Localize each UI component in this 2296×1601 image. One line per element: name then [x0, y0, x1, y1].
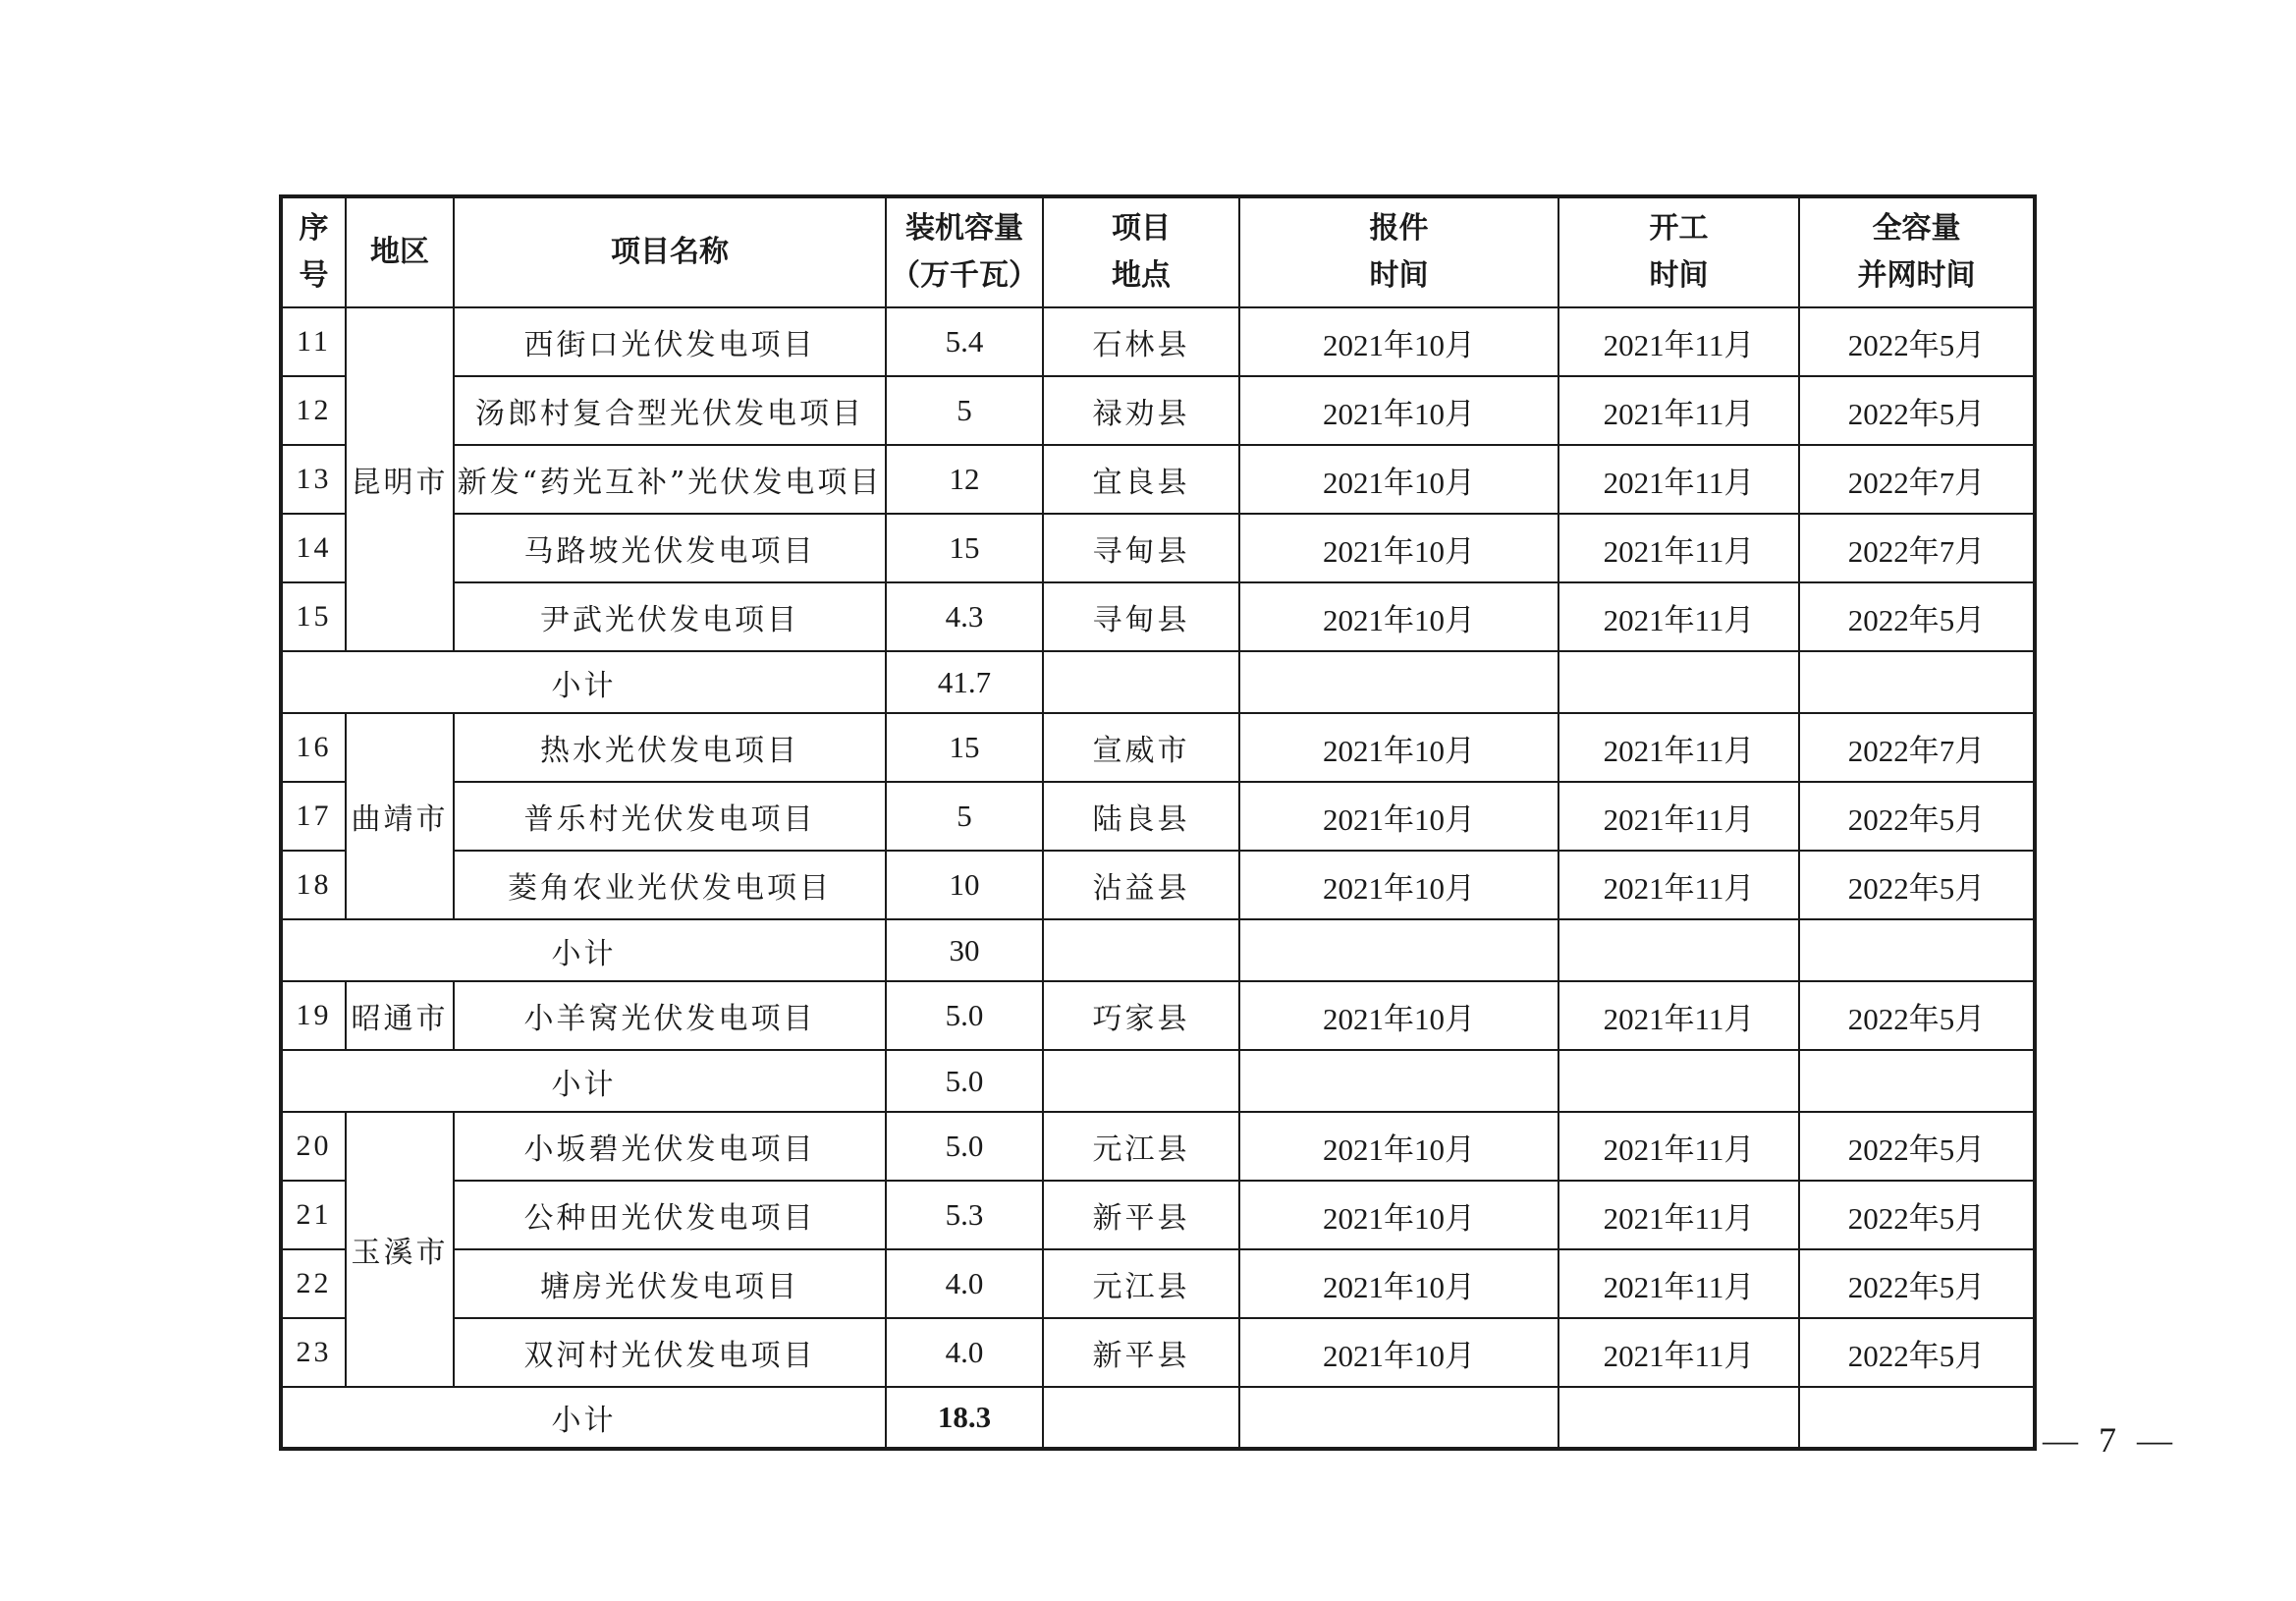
row-index: 16	[281, 713, 346, 782]
empty-cell	[1558, 1387, 1799, 1449]
header-index-line-2: 号	[299, 258, 329, 293]
report-time-cell: 2021年10月	[1239, 782, 1558, 851]
empty-cell	[1239, 651, 1558, 713]
subtotal-label: 小计	[281, 1050, 886, 1112]
grid-time-cell: 2022年5月	[1799, 782, 2035, 851]
project-name-cell: 菱角农业光伏发电项目	[454, 851, 886, 919]
row-index: 23	[281, 1318, 346, 1387]
grid-time-cell: 2022年5月	[1799, 1112, 2035, 1181]
start-time-cell: 2021年11月	[1558, 582, 1799, 651]
row-index: 18	[281, 851, 346, 919]
empty-cell	[1043, 651, 1239, 713]
grid-time-cell: 2022年7月	[1799, 713, 2035, 782]
header-index	[281, 196, 346, 307]
table-row	[281, 782, 2035, 851]
report-time-cell: 2021年10月	[1239, 307, 1558, 376]
location-cell: 元江县	[1043, 1249, 1239, 1318]
project-name-cell: 小坂碧光伏发电项目	[454, 1112, 886, 1181]
empty-cell	[1799, 1050, 2035, 1112]
subtotal-label: 小计	[281, 651, 886, 713]
empty-cell	[1558, 919, 1799, 981]
empty-cell	[1239, 1050, 1558, 1112]
empty-cell	[1043, 1387, 1239, 1449]
header-location-line-1: 项目	[1112, 211, 1171, 246]
report-time-cell: 2021年10月	[1239, 582, 1558, 651]
location-cell: 禄劝县	[1043, 376, 1239, 445]
capacity-cell: 5.0	[886, 1112, 1043, 1181]
start-time-cell: 2021年11月	[1558, 981, 1799, 1050]
row-index: 14	[281, 514, 346, 582]
start-time-cell: 2021年11月	[1558, 445, 1799, 514]
region-cell: 曲靖市	[346, 713, 454, 919]
grid-time-cell: 2022年5月	[1799, 376, 2035, 445]
location-cell: 宜良县	[1043, 445, 1239, 514]
project-name-cell: 西街口光伏发电项目	[454, 307, 886, 376]
subtotal-value: 5.0	[886, 1050, 1043, 1112]
empty-cell	[1043, 919, 1239, 981]
header-report-time	[1239, 196, 1558, 307]
location-cell: 巧家县	[1043, 981, 1239, 1050]
empty-cell	[1799, 1387, 2035, 1449]
header-capacity	[886, 196, 1043, 307]
header-location	[1043, 196, 1239, 307]
grid-time-cell: 2022年5月	[1799, 307, 2035, 376]
row-index: 17	[281, 782, 346, 851]
header-capacity-line-1: 装机容量	[905, 211, 1023, 246]
table-row	[281, 1318, 2035, 1387]
location-cell: 沾益县	[1043, 851, 1239, 919]
row-index: 19	[281, 981, 346, 1050]
start-time-cell: 2021年11月	[1558, 307, 1799, 376]
report-time-cell: 2021年10月	[1239, 514, 1558, 582]
header-capacity-line-2: （万千瓦）	[891, 258, 1038, 293]
capacity-cell: 15	[886, 514, 1043, 582]
header-project-name: 项目名称	[454, 196, 886, 307]
header-location-line-2: 地点	[1112, 258, 1171, 293]
grid-time-cell: 2022年5月	[1799, 851, 2035, 919]
row-index: 12	[281, 376, 346, 445]
subtotal-label: 小计	[281, 919, 886, 981]
header-region: 地区	[346, 196, 454, 307]
header-grid-line-2: 并网时间	[1857, 258, 1976, 293]
report-time-cell: 2021年10月	[1239, 713, 1558, 782]
row-index: 21	[281, 1181, 346, 1249]
report-time-cell: 2021年10月	[1239, 851, 1558, 919]
table-row	[281, 307, 2035, 376]
project-name-cell: 新发“药光互补”光伏发电项目	[454, 445, 886, 514]
subtotal-row	[281, 919, 2035, 981]
table-header-row	[281, 196, 2035, 307]
capacity-cell: 5.4	[886, 307, 1043, 376]
table-row	[281, 514, 2035, 582]
capacity-cell: 5.0	[886, 981, 1043, 1050]
table-row	[281, 851, 2035, 919]
row-index: 11	[281, 307, 346, 376]
capacity-cell: 4.0	[886, 1249, 1043, 1318]
grid-time-cell: 2022年7月	[1799, 445, 2035, 514]
table-row	[281, 981, 2035, 1050]
subtotal-value: 41.7	[886, 651, 1043, 713]
location-cell: 宣威市	[1043, 713, 1239, 782]
start-time-cell: 2021年11月	[1558, 1112, 1799, 1181]
header-index-line-1: 序	[299, 211, 329, 246]
grid-time-cell: 2022年5月	[1799, 981, 2035, 1050]
report-time-cell: 2021年10月	[1239, 1181, 1558, 1249]
location-cell: 陆良县	[1043, 782, 1239, 851]
report-time-cell: 2021年10月	[1239, 376, 1558, 445]
project-name-cell: 小羊窝光伏发电项目	[454, 981, 886, 1050]
empty-cell	[1043, 1050, 1239, 1112]
header-start-line-1: 开工	[1649, 211, 1709, 246]
table-row	[281, 1112, 2035, 1181]
capacity-cell: 15	[886, 713, 1043, 782]
table-row	[281, 713, 2035, 782]
header-start-time	[1558, 196, 1799, 307]
empty-cell	[1239, 919, 1558, 981]
capacity-cell: 4.3	[886, 582, 1043, 651]
capacity-cell: 5	[886, 376, 1043, 445]
empty-cell	[1799, 919, 2035, 981]
table-row	[281, 445, 2035, 514]
project-name-cell: 马路坡光伏发电项目	[454, 514, 886, 582]
subtotal-value: 18.3	[886, 1387, 1043, 1449]
page-number: — 7 —	[2043, 1420, 2178, 1460]
header-grid-time	[1799, 196, 2035, 307]
report-time-cell: 2021年10月	[1239, 445, 1558, 514]
report-time-cell: 2021年10月	[1239, 981, 1558, 1050]
grid-time-cell: 2022年5月	[1799, 1249, 2035, 1318]
start-time-cell: 2021年11月	[1558, 782, 1799, 851]
grid-time-cell: 2022年7月	[1799, 514, 2035, 582]
row-index: 15	[281, 582, 346, 651]
subtotal-row	[281, 651, 2035, 713]
start-time-cell: 2021年11月	[1558, 1181, 1799, 1249]
empty-cell	[1558, 1050, 1799, 1112]
header-grid-line-1: 全容量	[1872, 211, 1961, 246]
grid-time-cell: 2022年5月	[1799, 1181, 2035, 1249]
subtotal-row	[281, 1050, 2035, 1112]
location-cell: 新平县	[1043, 1181, 1239, 1249]
start-time-cell: 2021年11月	[1558, 1318, 1799, 1387]
header-start-line-2: 时间	[1649, 258, 1709, 293]
table-row	[281, 1249, 2035, 1318]
row-index: 20	[281, 1112, 346, 1181]
report-time-cell: 2021年10月	[1239, 1318, 1558, 1387]
project-name-cell: 公种田光伏发电项目	[454, 1181, 886, 1249]
region-cell: 昆明市	[346, 307, 454, 651]
location-cell: 元江县	[1043, 1112, 1239, 1181]
grid-time-cell: 2022年5月	[1799, 1318, 2035, 1387]
grid-time-cell: 2022年5月	[1799, 582, 2035, 651]
start-time-cell: 2021年11月	[1558, 1249, 1799, 1318]
subtotal-value: 30	[886, 919, 1043, 981]
project-name-cell: 塘房光伏发电项目	[454, 1249, 886, 1318]
capacity-cell: 5.3	[886, 1181, 1043, 1249]
capacity-cell: 5	[886, 782, 1043, 851]
empty-cell	[1558, 651, 1799, 713]
row-index: 22	[281, 1249, 346, 1318]
projects-table	[279, 194, 2037, 1451]
report-time-cell: 2021年10月	[1239, 1249, 1558, 1318]
subtotal-label: 小计	[281, 1387, 886, 1449]
header-report-line-2: 时间	[1369, 258, 1429, 293]
empty-cell	[1799, 651, 2035, 713]
table-row	[281, 1181, 2035, 1249]
capacity-cell: 4.0	[886, 1318, 1043, 1387]
region-cell: 昭通市	[346, 981, 454, 1050]
location-cell: 石林县	[1043, 307, 1239, 376]
table-body	[281, 307, 2035, 1449]
project-name-cell: 热水光伏发电项目	[454, 713, 886, 782]
location-cell: 寻甸县	[1043, 582, 1239, 651]
subtotal-row	[281, 1387, 2035, 1449]
row-index: 13	[281, 445, 346, 514]
location-cell: 新平县	[1043, 1318, 1239, 1387]
table-row	[281, 376, 2035, 445]
project-name-cell: 尹武光伏发电项目	[454, 582, 886, 651]
start-time-cell: 2021年11月	[1558, 713, 1799, 782]
empty-cell	[1239, 1387, 1558, 1449]
start-time-cell: 2021年11月	[1558, 514, 1799, 582]
project-name-cell: 普乐村光伏发电项目	[454, 782, 886, 851]
region-cell: 玉溪市	[346, 1112, 454, 1387]
project-name-cell: 汤郎村复合型光伏发电项目	[454, 376, 886, 445]
table-row	[281, 582, 2035, 651]
header-report-line-1: 报件	[1369, 211, 1429, 246]
start-time-cell: 2021年11月	[1558, 376, 1799, 445]
capacity-cell: 10	[886, 851, 1043, 919]
location-cell: 寻甸县	[1043, 514, 1239, 582]
start-time-cell: 2021年11月	[1558, 851, 1799, 919]
project-name-cell: 双河村光伏发电项目	[454, 1318, 886, 1387]
report-time-cell: 2021年10月	[1239, 1112, 1558, 1181]
capacity-cell: 12	[886, 445, 1043, 514]
